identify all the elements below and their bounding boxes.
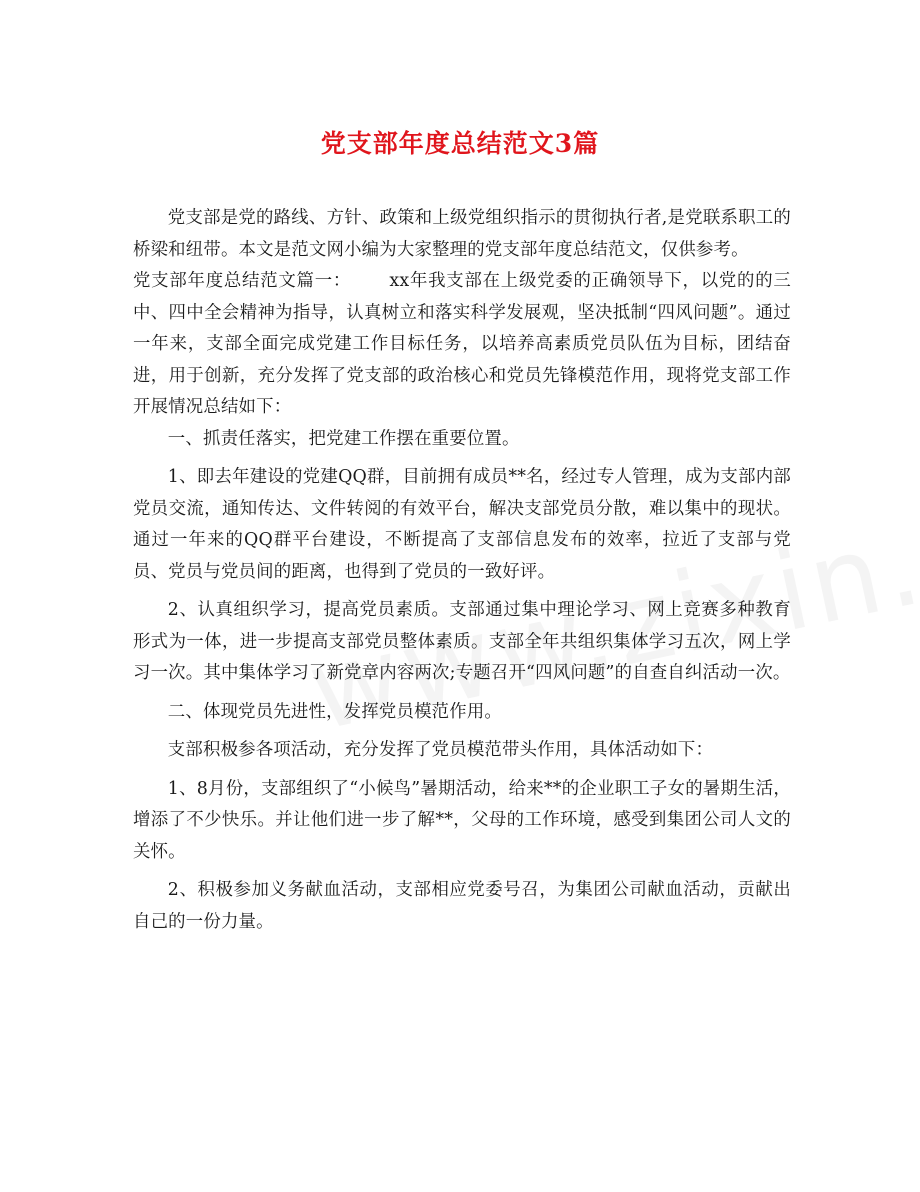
activities-intro: 支部积极参各项活动，充分发挥了党员模范带头作用，具体活动如下： (167, 740, 714, 760)
document-body (133, 203, 791, 938)
section-intro-text: xx年我支部在上级党委的正确领导下，以党的的三中、四中全会精神为指导，认真树立和落实科学发展观，坚决抵制“四风问题”。通过一年来，支部全面完成党建工作目标任务，以培养高素质党员队伍为目标，团结奋进，用于创新，充分发挥了党支部的政治核心和党员先锋模范作用，现将党支部工作开展情况总结如下： (133, 271, 791, 417)
heading-one: 一、抓责任落实，把党建工作摆在重要位置。 (167, 428, 520, 449)
intro-paragraph: 党支部是党的路线、方针、政策和上级党组织指示的贯彻执行者,是党联系职工的桥梁和纽带。本文是范文网小编为大家整理的党支部年度总结范文，仅供参考。 (133, 208, 791, 260)
document-title: 党支部年度总结范文3篇 (320, 129, 600, 158)
activity-1-paragraph: 1、8月份，支部组织了“小候鸟”暑期活动，给来**的企业职工子女的暑期生活，增添了不少快乐。并让他们进一步了解**，父母的工作环境，感受到集团公司人文的关怀。 (133, 778, 791, 862)
section-label: 党支部年度总结范文篇一： (133, 271, 352, 291)
item-1-paragraph: 1、即去年建设的党建QQ群，目前拥有成员**名，经过专人管理，成为支部内部党员交流，通知传达、文件转阅的有效平台，解决支部党员分散，难以集中的现状。通过一年来的QQ群平台建设，不断提高了支部信息发布的效率，拉近了支部与党员、党员与党员间的距离，也得到了党员的一致好评。 (133, 467, 791, 582)
heading-two: 二、体现党员先进性，发挥党员模范作用。 (167, 701, 503, 722)
section-paragraph (133, 266, 791, 424)
activity-2-paragraph: 2、积极参加义务献血活动，支部相应党委号召，为集团公司献血活动，贡献出自己的一份力量。 (133, 880, 791, 932)
item-2-paragraph: 2、认真组织学习，提高党员素质。支部通过集中理论学习、网上竞赛多种教育形式为一体，进一步提高支部党员整体素质。支部全年共组织集体学习五次，网上学习一次。其中集体学习了新党章内容两次;专题召开“四风问题”的自查自纠活动一次。 (133, 600, 791, 683)
